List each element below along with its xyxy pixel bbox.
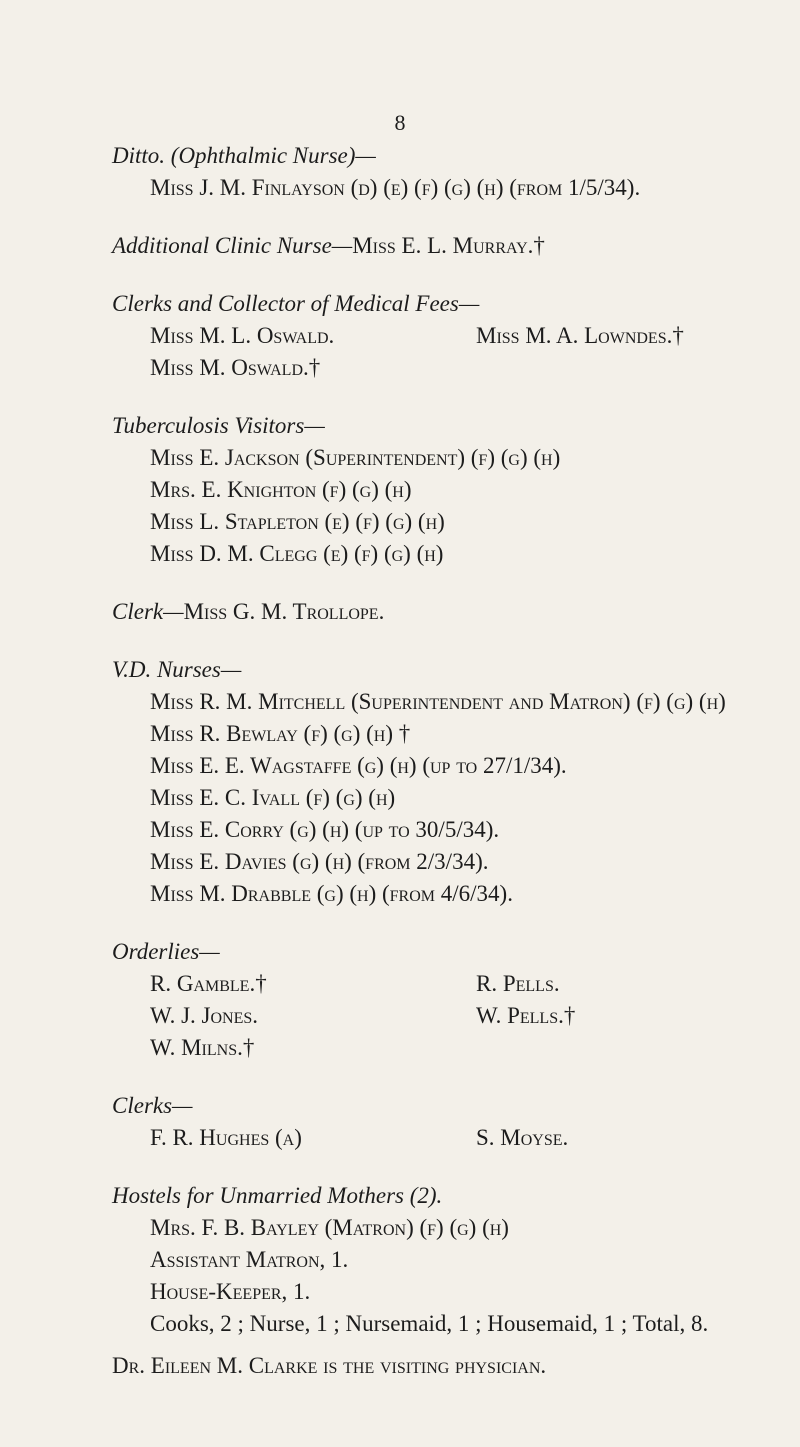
staff-cell: R. Pells. [476,971,560,996]
staff-cell: S. Moyse. [476,1125,569,1150]
section-clerks [112,1090,792,1154]
section-heading: Clerks and Collector of Medical Fees— [112,291,480,316]
staff-row [112,1122,792,1154]
staff-line: Miss R. Bewlay (f) (g) (h) † [150,721,411,746]
staff-row [112,320,792,352]
staff-cell: Miss M. L. Oswald. [150,323,335,348]
staff-cell: R. Gamble.† [150,971,267,996]
staff-row [112,968,792,1000]
staff-line: Mrs. E. Knighton (f) (g) (h) [150,477,412,502]
section-heading-tail: Miss E. L. Murray.† [352,233,545,258]
section-heading-tail: Miss G. M. Trollope. [183,599,385,624]
staff-line: Miss E. Davies (g) (h) (from 2/3/34). [150,849,489,874]
section-heading: Clerk— [112,599,184,624]
staff-line: House-Keeper, 1. [150,1279,311,1304]
section-additional-clinic-nurse [112,230,792,262]
section-vd-nurses [112,654,792,910]
section-heading: Ditto. (Ophthalmic Nurse)— [112,143,376,168]
section-orderlies [112,936,792,1064]
staff-line: Mrs. F. B. Bayley (Matron) (f) (g) (h) [150,1215,509,1240]
section-ophthalmic-nurse [112,140,792,204]
staff-line: Miss E. C. Ivall (f) (g) (h) [150,785,396,810]
staff-cell: W. J. Jones. [150,1003,259,1028]
staff-line: Miss E. E. Wagstaffe (g) (h) (up to 27/1/34). [150,753,567,778]
section-heading: Orderlies— [112,939,220,964]
section-heading: Tuberculosis Visitors— [112,413,325,438]
section-hostels [112,1180,792,1340]
staff-row [112,1032,792,1064]
section-heading-wrapper [112,596,792,628]
section-clerk [112,596,792,628]
page-number: 8 [394,110,406,135]
staff-line: Miss R. M. Mitchell (Superintendent and Matron) (f) (g) (h) [150,689,726,714]
staff-line: Miss J. M. Finlayson (d) (e) (f) (g) (h) (from 1/5/34). [150,175,641,200]
staff-line: Miss D. M. Clegg (e) (f) (g) (h) [150,541,444,566]
staff-row [112,1000,792,1032]
staff-cell: F. R. Hughes (a) [150,1125,302,1150]
section-heading: V.D. Nurses— [112,657,242,682]
staff-line: Miss M. Drabble (g) (h) (from 4/6/34). [150,881,513,906]
staff-cell: Miss M. Oswald.† [150,355,321,380]
staff-line: Miss L. Stapleton (e) (f) (g) (h) [150,509,445,534]
staff-row [112,352,792,384]
section-heading-wrapper [112,230,792,262]
section-clerks-collector [112,288,792,384]
closing-note: Dr. Eileen M. Clarke is the visiting physician. [112,1353,547,1378]
document-body [112,140,792,1382]
section-tuberculosis-visitors [112,410,792,570]
staff-line: Miss E. Corry (g) (h) (up to 30/5/34). [150,817,500,842]
staff-line: Cooks, 2 ; Nurse, 1 ; Nursemaid, 1 ; Housemaid, 1 ; Total, 8. [150,1311,709,1336]
staff-cell: W. Pells.† [476,1003,576,1028]
section-heading: Additional Clinic Nurse— [112,233,353,258]
staff-cell: Miss M. A. Lowndes.† [476,323,684,348]
staff-cell: W. Milns.† [150,1035,255,1060]
section-heading: Hostels for Unmarried Mothers (2). [112,1183,443,1208]
staff-line: Assistant Matron, 1. [150,1247,349,1272]
section-heading: Clerks— [112,1093,193,1118]
staff-line: Miss E. Jackson (Superintendent) (f) (g) (h) [150,445,561,470]
